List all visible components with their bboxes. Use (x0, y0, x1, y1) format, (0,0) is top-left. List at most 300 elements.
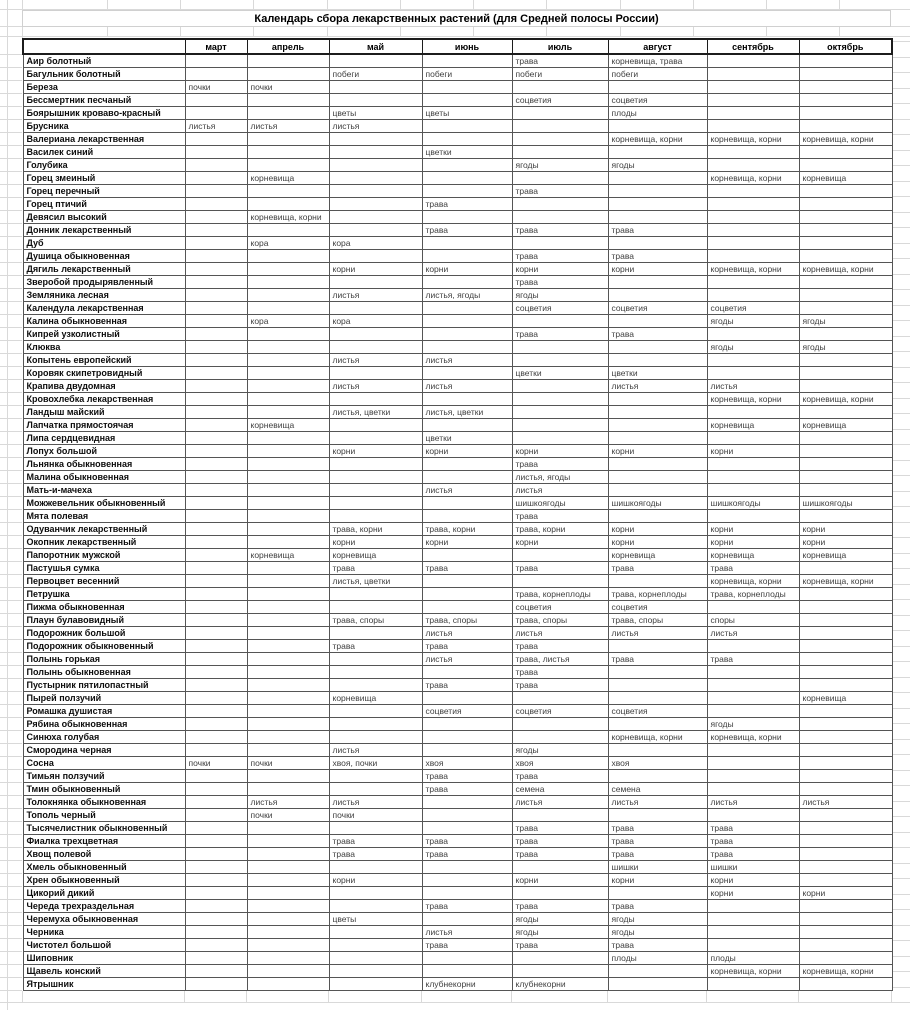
month-value-cell: трава, споры (329, 614, 422, 627)
month-value-cell (329, 666, 422, 679)
month-value-cell: ягоды (512, 289, 608, 302)
month-value-cell (707, 757, 799, 770)
month-value-cell (608, 146, 707, 159)
month-value-cell (247, 523, 329, 536)
month-value-cell (185, 224, 247, 237)
month-value-cell: соцветия (608, 705, 707, 718)
month-value-cell (512, 718, 608, 731)
table-row (23, 432, 892, 445)
month-value-cell (512, 809, 608, 822)
month-value-cell (329, 965, 422, 978)
table-row (23, 796, 892, 809)
month-value-cell: трава (608, 250, 707, 263)
month-value-cell (247, 874, 329, 887)
month-value-cell (185, 315, 247, 328)
month-value-cell (422, 874, 512, 887)
month-value-cell (185, 614, 247, 627)
month-value-cell (512, 432, 608, 445)
table-row (23, 380, 892, 393)
month-value-cell (422, 250, 512, 263)
month-value-cell (247, 744, 329, 757)
month-value-cell: трава, корнеплоды (707, 588, 799, 601)
month-value-cell (185, 796, 247, 809)
month-value-cell (608, 718, 707, 731)
month-value-cell (247, 341, 329, 354)
table-row (23, 731, 892, 744)
month-value-cell: корневища (707, 419, 799, 432)
month-value-cell (329, 393, 422, 406)
month-value-cell (329, 497, 422, 510)
month-value-cell (422, 809, 512, 822)
month-value-cell (512, 81, 608, 94)
month-value-cell (247, 783, 329, 796)
month-value-cell (422, 172, 512, 185)
month-value-cell (185, 458, 247, 471)
month-value-cell: цветы (329, 913, 422, 926)
month-value-cell (247, 159, 329, 172)
month-value-cell: трава (512, 770, 608, 783)
month-value-cell: трава, корнеплоды (512, 588, 608, 601)
month-value-cell (608, 237, 707, 250)
month-value-cell (329, 250, 422, 263)
plant-name-cell: Коровяк скипетровидный (23, 367, 185, 380)
month-value-cell (422, 588, 512, 601)
month-value-cell: листья (422, 484, 512, 497)
month-value-cell (707, 510, 799, 523)
month-value-cell (512, 575, 608, 588)
month-value-cell (185, 432, 247, 445)
month-value-cell (512, 146, 608, 159)
table-row (23, 809, 892, 822)
month-value-cell (608, 198, 707, 211)
month-value-cell: ягоды (512, 744, 608, 757)
month-value-cell (185, 562, 247, 575)
month-value-cell: трава (422, 835, 512, 848)
month-value-cell (247, 627, 329, 640)
month-value-cell (247, 302, 329, 315)
month-value-cell: корневища, корни (608, 133, 707, 146)
plant-name-cell: Первоцвет весенний (23, 575, 185, 588)
month-value-cell (608, 120, 707, 133)
month-value-cell: шишкоягоды (799, 497, 892, 510)
month-value-cell (329, 783, 422, 796)
month-value-cell: соцветия (422, 705, 512, 718)
month-value-cell (185, 926, 247, 939)
month-value-cell (185, 497, 247, 510)
month-value-cell (185, 328, 247, 341)
month-value-cell (608, 354, 707, 367)
month-value-cell (247, 770, 329, 783)
month-value-cell (707, 211, 799, 224)
month-value-cell: трава (422, 679, 512, 692)
month-value-cell: корни (707, 536, 799, 549)
month-value-cell (707, 939, 799, 952)
month-value-cell (247, 94, 329, 107)
month-value-cell (707, 354, 799, 367)
month-value-cell: трава (422, 939, 512, 952)
month-header-2: апрель (247, 39, 329, 54)
month-value-cell: трава (512, 185, 608, 198)
month-value-cell: трава (512, 276, 608, 289)
month-value-cell: ягоды (799, 341, 892, 354)
month-value-cell (707, 198, 799, 211)
month-value-cell (247, 393, 329, 406)
month-value-cell (329, 653, 422, 666)
table-row (23, 211, 892, 224)
table-row (23, 523, 892, 536)
month-value-cell: корни (707, 445, 799, 458)
month-value-cell: трава (512, 640, 608, 653)
month-value-cell (185, 380, 247, 393)
month-value-cell: трава, корни (329, 523, 422, 536)
month-value-cell (707, 458, 799, 471)
month-value-cell (707, 705, 799, 718)
month-value-cell (512, 393, 608, 406)
month-value-cell: корни (608, 536, 707, 549)
plant-name-cell: Бессмертник песчаный (23, 94, 185, 107)
month-value-cell: трава (422, 224, 512, 237)
table-row (23, 952, 892, 965)
table-row (23, 94, 892, 107)
plant-name-cell: Фиалка трехцветная (23, 835, 185, 848)
month-value-cell (185, 54, 247, 68)
month-value-cell: ягоды (608, 159, 707, 172)
month-value-cell (707, 250, 799, 263)
month-value-cell (799, 926, 892, 939)
month-value-cell (185, 107, 247, 120)
month-value-cell (247, 653, 329, 666)
month-value-cell: ягоды (608, 913, 707, 926)
month-value-cell: корневища, корни (707, 965, 799, 978)
plant-name-cell: Хмель обыкновенный (23, 861, 185, 874)
month-value-cell: корневища (799, 692, 892, 705)
table-row (23, 250, 892, 263)
month-value-cell (329, 133, 422, 146)
plant-name-cell: Девясил высокий (23, 211, 185, 224)
table-row (23, 770, 892, 783)
month-value-cell (799, 250, 892, 263)
table-row (23, 159, 892, 172)
month-value-cell (608, 978, 707, 991)
month-value-cell: трава (608, 562, 707, 575)
plant-name-cell: Одуванчик лекарственный (23, 523, 185, 536)
plant-name-cell: Донник лекарственный (23, 224, 185, 237)
month-value-cell (707, 120, 799, 133)
month-value-cell (707, 432, 799, 445)
month-value-cell (707, 679, 799, 692)
plant-name-cell: Тополь черный (23, 809, 185, 822)
month-value-cell (329, 172, 422, 185)
table-row (23, 744, 892, 757)
plant-name-cell: Смородина черная (23, 744, 185, 757)
month-value-cell (185, 133, 247, 146)
month-value-cell (799, 731, 892, 744)
month-value-cell: корни (799, 887, 892, 900)
month-value-cell: трава (512, 835, 608, 848)
month-value-cell (247, 510, 329, 523)
table-row (23, 601, 892, 614)
month-value-cell: корни (422, 536, 512, 549)
month-value-cell: трава (608, 939, 707, 952)
table-row (23, 913, 892, 926)
month-value-cell: трава, листья (512, 653, 608, 666)
month-value-cell (422, 211, 512, 224)
table-row (23, 705, 892, 718)
month-value-cell (422, 796, 512, 809)
table-row (23, 666, 892, 679)
month-value-cell: цветки (512, 367, 608, 380)
month-value-cell (185, 341, 247, 354)
table-row (23, 835, 892, 848)
table-row (23, 757, 892, 770)
month-value-cell (185, 289, 247, 302)
month-value-cell (247, 276, 329, 289)
month-value-cell (799, 471, 892, 484)
month-value-cell: листья (707, 796, 799, 809)
month-value-cell: почки (247, 81, 329, 94)
month-value-cell (329, 471, 422, 484)
month-value-cell: кора (329, 315, 422, 328)
month-value-cell (608, 640, 707, 653)
month-value-cell (247, 965, 329, 978)
month-value-cell: плоды (707, 952, 799, 965)
month-value-cell: корневища, корни (608, 731, 707, 744)
month-value-cell (799, 614, 892, 627)
month-value-cell (608, 809, 707, 822)
month-value-cell (608, 692, 707, 705)
month-value-cell: корни (512, 536, 608, 549)
month-value-cell (422, 94, 512, 107)
month-value-cell (799, 211, 892, 224)
month-value-cell (185, 367, 247, 380)
month-value-cell (247, 536, 329, 549)
month-value-cell: корневища, корни (247, 211, 329, 224)
month-value-cell (799, 848, 892, 861)
month-value-cell (799, 666, 892, 679)
month-value-cell (247, 432, 329, 445)
month-value-cell (185, 354, 247, 367)
month-value-cell: трава (608, 224, 707, 237)
month-value-cell (608, 185, 707, 198)
month-value-cell (185, 406, 247, 419)
plant-name-cell: Боярышник кроваво-красный (23, 107, 185, 120)
month-value-cell (512, 198, 608, 211)
month-value-cell (247, 445, 329, 458)
month-value-cell: цветки (608, 367, 707, 380)
table-row (23, 861, 892, 874)
month-value-cell (512, 965, 608, 978)
month-value-cell (799, 913, 892, 926)
month-value-cell: трава (512, 458, 608, 471)
month-value-cell (247, 679, 329, 692)
month-value-cell (608, 276, 707, 289)
plant-name-cell: Клюква (23, 341, 185, 354)
plant-name-cell: Горец птичий (23, 198, 185, 211)
table-title: Календарь сбора лекарственных растений (для Средней полосы России) (22, 10, 891, 27)
plant-column-header (23, 39, 185, 54)
month-value-cell: корни (608, 523, 707, 536)
month-value-cell: кора (247, 237, 329, 250)
month-value-cell (329, 302, 422, 315)
month-value-cell (707, 224, 799, 237)
month-value-cell (329, 679, 422, 692)
month-value-cell: трава (512, 562, 608, 575)
month-value-cell (185, 393, 247, 406)
month-value-cell: хвоя (608, 757, 707, 770)
month-value-cell (799, 146, 892, 159)
month-value-cell: корни (799, 536, 892, 549)
month-value-cell (799, 757, 892, 770)
month-value-cell (185, 939, 247, 952)
plant-name-cell: Валериана лекарственная (23, 133, 185, 146)
table-row (23, 718, 892, 731)
month-value-cell (799, 900, 892, 913)
table-row (23, 848, 892, 861)
month-value-cell (799, 185, 892, 198)
plant-name-cell: Ромашка душистая (23, 705, 185, 718)
month-value-cell: листья (422, 354, 512, 367)
month-value-cell: корни (329, 874, 422, 887)
month-value-cell: корневища, корни (707, 172, 799, 185)
month-value-cell (799, 770, 892, 783)
month-value-cell: ягоды (707, 341, 799, 354)
month-value-cell: цветки (422, 146, 512, 159)
month-value-cell: листья (422, 653, 512, 666)
month-value-cell (608, 458, 707, 471)
month-value-cell (608, 172, 707, 185)
month-value-cell (185, 783, 247, 796)
month-value-cell (707, 237, 799, 250)
month-value-cell (329, 887, 422, 900)
month-value-cell: листья (422, 627, 512, 640)
month-value-cell (329, 952, 422, 965)
month-value-cell: корни (707, 874, 799, 887)
month-value-cell (799, 432, 892, 445)
month-value-cell (799, 861, 892, 874)
month-value-cell (185, 835, 247, 848)
month-value-cell (799, 562, 892, 575)
month-value-cell: листья (422, 380, 512, 393)
plant-name-cell: Голубика (23, 159, 185, 172)
month-value-cell: ягоды (512, 913, 608, 926)
month-value-cell (422, 133, 512, 146)
month-value-cell (247, 666, 329, 679)
month-value-cell (185, 445, 247, 458)
month-value-cell (799, 406, 892, 419)
month-value-cell (707, 94, 799, 107)
plant-name-cell: Багульник болотный (23, 68, 185, 81)
month-value-cell (799, 289, 892, 302)
month-value-cell (247, 718, 329, 731)
month-value-cell: корни (608, 874, 707, 887)
month-value-cell (247, 731, 329, 744)
month-value-cell: корневища, корни (707, 263, 799, 276)
month-value-cell (799, 978, 892, 991)
month-value-cell: корни (707, 523, 799, 536)
month-value-cell: ягоды (512, 159, 608, 172)
month-value-cell: корневища (247, 419, 329, 432)
month-value-cell (247, 861, 329, 874)
plant-name-cell: Кровохлебка лекарственная (23, 393, 185, 406)
month-value-cell (185, 588, 247, 601)
month-value-cell (799, 653, 892, 666)
month-value-cell (422, 731, 512, 744)
month-value-cell: корневища, корни (799, 133, 892, 146)
month-value-cell: побеги (422, 68, 512, 81)
month-value-cell (185, 198, 247, 211)
month-value-cell (799, 302, 892, 315)
month-header-4: июнь (422, 39, 512, 54)
month-value-cell (799, 380, 892, 393)
month-value-cell (247, 575, 329, 588)
month-value-cell: трава (512, 822, 608, 835)
month-value-cell (185, 822, 247, 835)
month-value-cell (422, 913, 512, 926)
table-row (23, 965, 892, 978)
month-value-cell: клубнекорни (512, 978, 608, 991)
month-value-cell (185, 809, 247, 822)
month-value-cell: корневища (329, 549, 422, 562)
month-value-cell: трава, споры (422, 614, 512, 627)
month-value-cell: споры (707, 614, 799, 627)
plant-name-cell: Щавель конский (23, 965, 185, 978)
month-value-cell (608, 406, 707, 419)
month-value-cell: трава (512, 848, 608, 861)
month-value-cell (247, 250, 329, 263)
table-row (23, 419, 892, 432)
month-value-cell (799, 445, 892, 458)
month-value-cell: корневища (707, 549, 799, 562)
month-value-cell (799, 81, 892, 94)
month-value-cell (799, 458, 892, 471)
table-row (23, 497, 892, 510)
month-value-cell (422, 510, 512, 523)
month-value-cell (799, 874, 892, 887)
month-value-cell (185, 965, 247, 978)
month-value-cell (608, 666, 707, 679)
month-value-cell: кора (329, 237, 422, 250)
month-value-cell: трава (707, 653, 799, 666)
month-value-cell: трава (422, 770, 512, 783)
month-value-cell: листья, ягоды (512, 471, 608, 484)
month-value-cell (422, 718, 512, 731)
month-value-cell (799, 783, 892, 796)
month-value-cell (329, 198, 422, 211)
month-value-cell: ягоды (799, 315, 892, 328)
month-value-cell (422, 692, 512, 705)
month-value-cell: трава (512, 679, 608, 692)
month-header-1: март (185, 39, 247, 54)
month-value-cell (329, 718, 422, 731)
month-value-cell (707, 68, 799, 81)
month-value-cell (707, 809, 799, 822)
month-value-cell: хвоя (422, 757, 512, 770)
month-value-cell: трава (608, 848, 707, 861)
month-value-cell: листья, цветки (329, 575, 422, 588)
month-value-cell: корневища, корни (707, 393, 799, 406)
month-value-cell (247, 705, 329, 718)
table-row (23, 341, 892, 354)
month-value-cell: листья (247, 120, 329, 133)
month-value-cell: клубнекорни (422, 978, 512, 991)
month-value-cell: трава (512, 54, 608, 68)
plant-name-cell: Черемуха обыкновенная (23, 913, 185, 926)
month-value-cell (185, 68, 247, 81)
month-value-cell: трава (608, 835, 707, 848)
month-value-cell: корни (707, 887, 799, 900)
month-value-cell: трава (422, 848, 512, 861)
month-value-cell (608, 289, 707, 302)
